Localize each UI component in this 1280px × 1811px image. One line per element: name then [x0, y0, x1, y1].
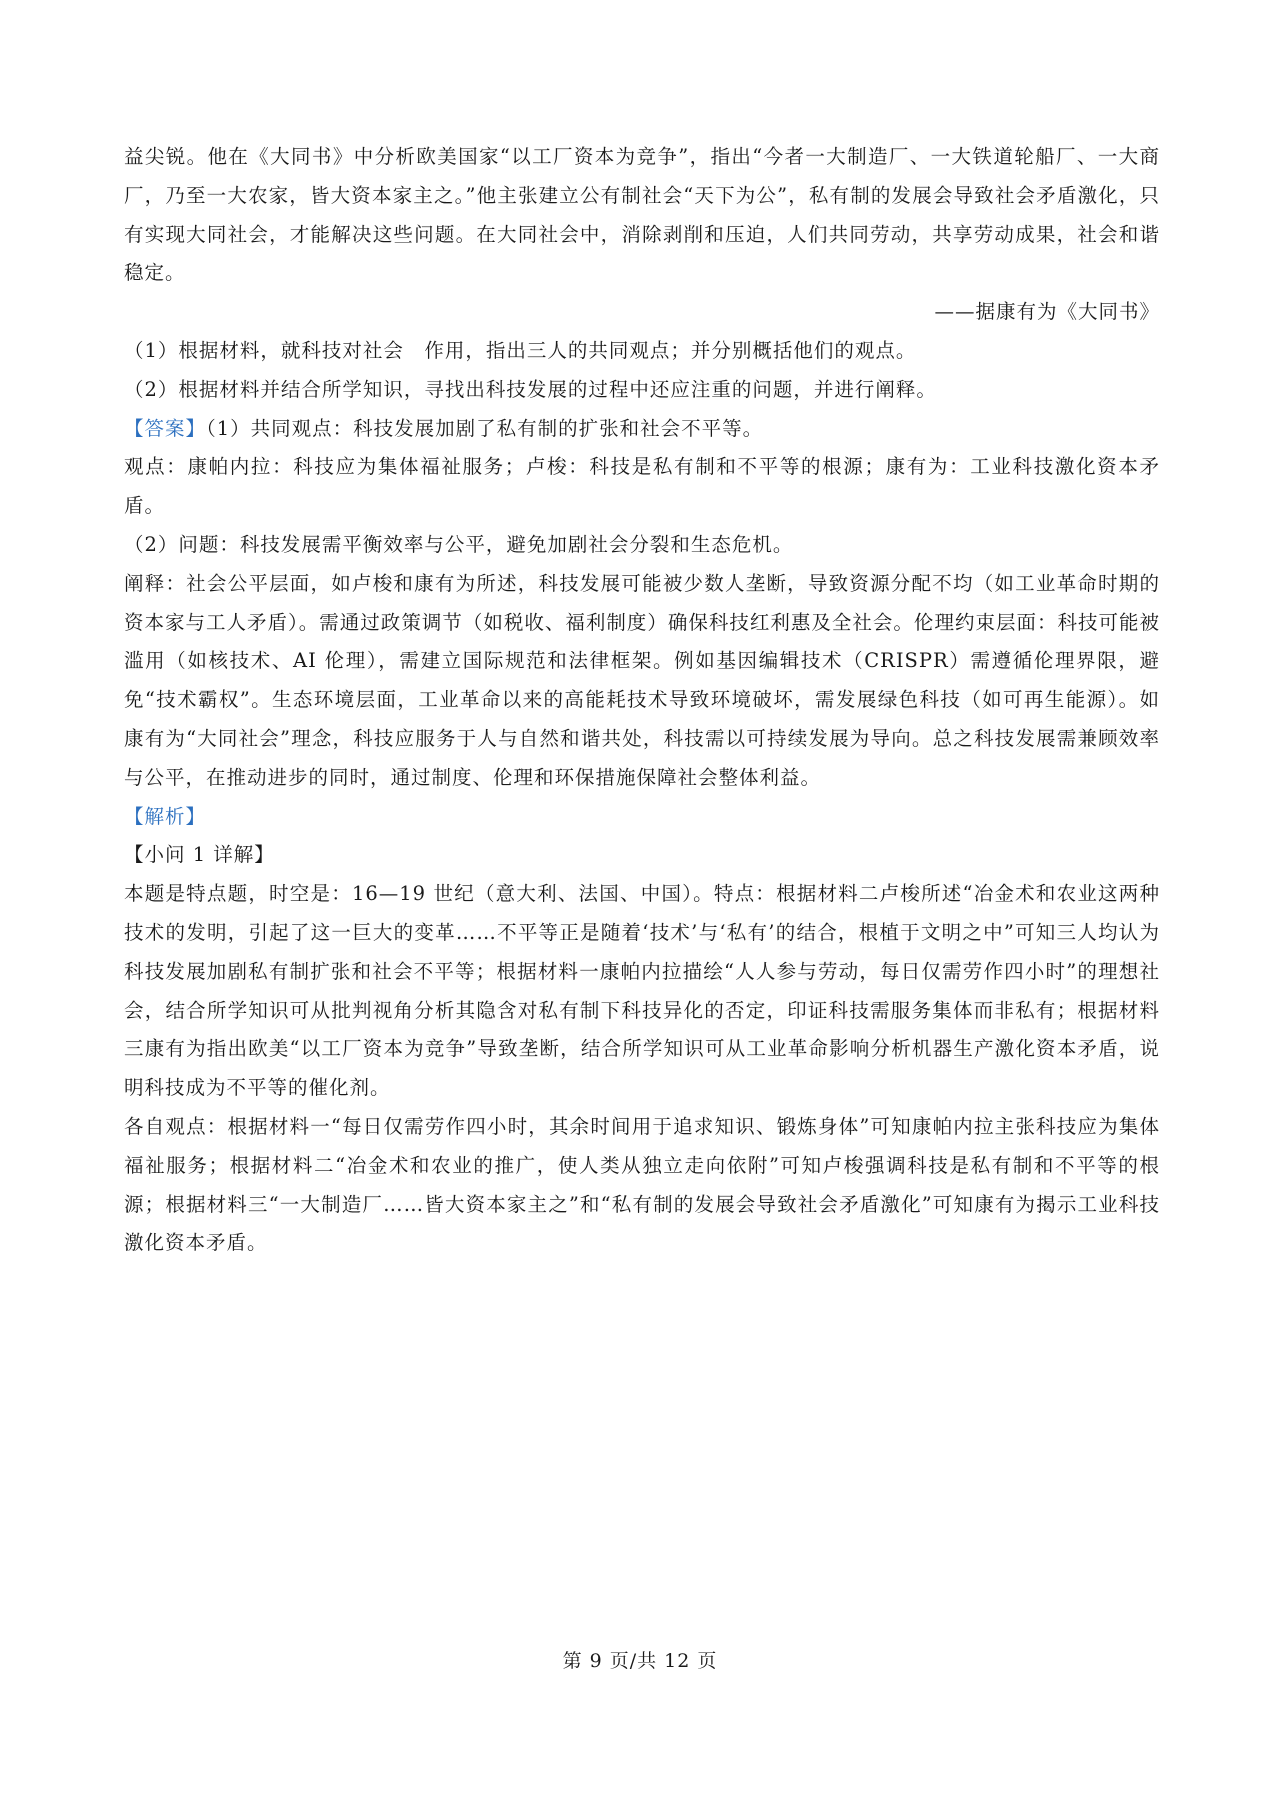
page-number-footer: 第 9 页/共 12 页 [562, 1650, 718, 1672]
answer-line-1 [124, 410, 1160, 449]
answer-views: 观点：康帕内拉：科技应为集体福祉服务；卢梭：科技是私有制和不平等的根源；康有为：工业科技激化资本矛盾。 [124, 455, 1160, 518]
analysis-paragraph-2: 各自观点：根据材料一“每日仅需劳作四小时，其余时间用于追求知识、锻炼身体”可知康帕内拉主张科技应为集体福祉服务；根据材料二“冶金术和农业的推广，使人类从独立走向依附”可知卢梭强调科技是私有制和不平等的根源；根据材料三“一大制造厂……皆大资本家主之”和“私有制的发展会导致社会矛盾激化”可知康有为揭示工业科技激化资本矛盾。 [124, 1114, 1160, 1255]
sub-question-heading: 【小问 1 详解】 [124, 843, 275, 867]
answer-tag: 【答案】 [124, 416, 207, 440]
page-content [124, 138, 1160, 1263]
question-1: （1）根据材料，就科技对社会 作用，指出三人的共同观点；并分别概括他们的观点。 [124, 338, 917, 362]
answer-1-text: （1）共同观点：科技发展加剧了私有制的扩张和社会不平等。 [206, 416, 764, 440]
analysis-tag: 【解析】 [124, 804, 207, 828]
question-2: （2）根据材料并结合所学知识，寻找出科技发展的过程中还应注重的问题，并进行阐释。 [124, 377, 937, 401]
analysis-paragraph-1: 本题是特点题，时空是：16—19 世纪（意大利、法国、中国）。特点：根据材料二卢梭所述“冶金术和农业这两种技术的发明，引起了这一巨大的变革……不平等正是随着‘技术’与‘私有’的结合，根植于文明之中”可知三人均认为科技发展加剧私有制扩张和社会不平等；根据材料一康帕内拉描绘“人人参与劳动，每日仅需劳作四小时”的理想社会，结合所学知识可从批判视角分析其隐含对私有制下科技异化的否定，印证科技需服务集体而非私有；根据材料三康有为指出欧美“以工厂资本为竞争”导致垄断，结合所学知识可从工业革命影响分析机器生产激化资本矛盾，说明科技成为不平等的催化剂。 [124, 882, 1160, 1100]
answer-explanation: 阐释：社会公平层面，如卢梭和康有为所述，科技发展可能被少数人垄断，导致资源分配不均（如工业革命时期的资本家与工人矛盾）。需通过政策调节（如税收、福利制度）确保科技红利惠及全社会。伦理约束层面：科技可能被滥用（如核技术、AI 伦理），需建立国际规范和法律框架。例如基因编辑技术（CRISPR）需遵循伦理界限，避免“技术霸权”。生态环境层面，工业革命以来的高能耗技术导致环境破坏，需发展绿色科技（如可再生能源）。如康有为“大同社会”理念，科技应服务于人与自然和谐共处，科技需以可持续发展为导向。总之科技发展需兼顾效率与公平，在推动进步的同时，通过制度、伦理和环保措施保障社会整体利益。 [124, 571, 1160, 789]
material-paragraph: 益尖锐。他在《大同书》中分析欧美国家“以工厂资本为竞争”，指出“今者一大制造厂、一大铁道轮船厂、一大商厂，乃至一大农家，皆大资本家主之。”他主张建立公有制社会“天下为公”，私有制的发展会导致社会矛盾激化，只有实现大同社会，才能解决这些问题。在大同社会中，消除剥削和压迫，人们共同劳动，共享劳动成果，社会和谐稳定。 [124, 145, 1160, 285]
answer-2: （2）问题：科技发展需平衡效率与公平，避免加剧社会分裂和生态危机。 [124, 532, 794, 556]
source-citation: ——据康有为《大同书》 [934, 300, 1160, 324]
